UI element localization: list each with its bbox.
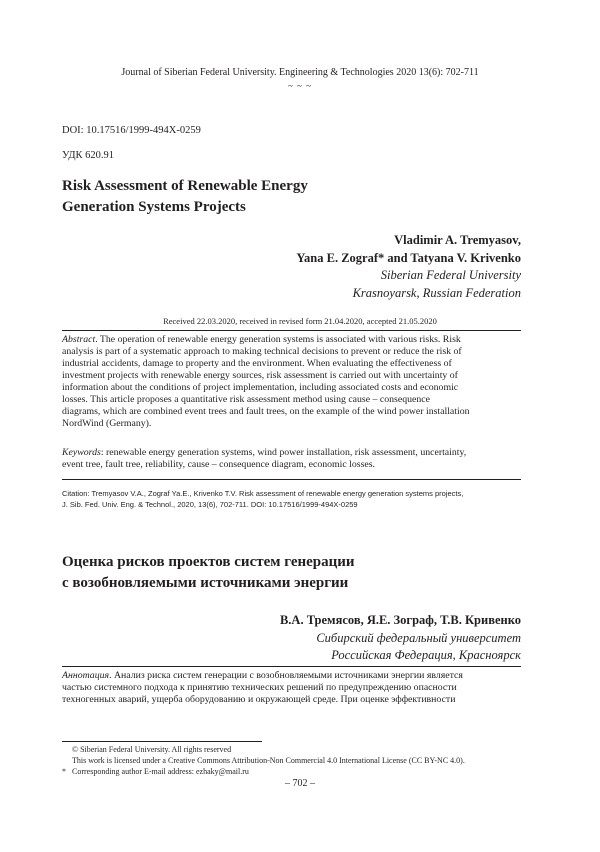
abstract-en-line: industrial accidents, damage to property and the environment. When evaluating the effectiveness of <box>62 358 452 369</box>
citation <box>62 488 521 510</box>
page-number: – 702 – <box>285 778 315 789</box>
abstract-en-line: analysis is part of a systematic approach to making technical decisions to prevent or reduce the risk of <box>62 346 462 357</box>
affiliation-en-2: Krasnoyarsk, Russian Federation <box>352 285 521 300</box>
abstract-en-label: Abstract <box>62 334 96 345</box>
authors-ru <box>280 612 521 665</box>
article-title-ru <box>62 552 532 594</box>
received-dates: Received 22.03.2020, received in revised form 21.04.2020, accepted 21.05.2020 <box>163 316 437 326</box>
keywords-en-line: : renewable energy generation systems, wind power installation, risk assessment, uncertainty, <box>100 447 467 458</box>
copyright-note: © Siberian Federal University. All rights reserved <box>72 745 232 754</box>
abstract-en-line: diagrams, which are combined event trees and fault trees, on the example of the wind power installation <box>62 406 470 417</box>
abstract-ru-line: . Анализ риска систем генерации с возобновляемыми источниками энергии является <box>109 670 463 681</box>
citation-line: J. Sib. Fed. Univ. Eng. & Technol., 2020, 13(6), 702-711. DOI: 10.17516/1999-494X-0259 <box>62 500 358 509</box>
asterisk-mark: * <box>62 767 66 776</box>
citation-line: Citation: Tremyasov V.A., Zograf Ya.E., Krivenko T.V. Risk assessment of renewable energy generation systems projects, <box>62 489 464 498</box>
keywords-en <box>62 447 521 471</box>
license-note: This work is licensed under a Creative Commons Attribution-Non Commercial 4.0 International License (CC BY-NC 4.0). <box>72 756 465 765</box>
divider-top <box>62 330 521 331</box>
article-title-en <box>62 176 532 218</box>
abstract-ru <box>62 670 521 706</box>
keywords-en-line: event tree, fault tree, reliability, cause – consequence diagram, economic losses. <box>62 459 376 470</box>
affiliation-ru-1: Сибирский федеральный университет <box>316 630 521 645</box>
divider-citation <box>62 479 521 480</box>
authors-en-line-2: Yana E. Zograf* and Tatyana V. Krivenko <box>296 250 521 265</box>
header-ornament: ~ ~ ~ <box>287 81 313 91</box>
abstract-ru-line: частью системного подхода к принятию технических решений по предупреждению опасности <box>62 682 457 693</box>
journal-header: Journal of Siberian Federal University. Engineering & Technologies 2020 13(6): 702-711 <box>121 67 479 78</box>
affiliation-en-1: Siberian Federal University <box>380 268 521 282</box>
abstract-en-line: losses. This article proposes a quantitative risk assessment method using cause – consequence <box>62 394 430 405</box>
affiliation-ru-2: Российская Федерация, Красноярск <box>331 648 521 662</box>
footnote-divider <box>62 741 262 742</box>
abstract-en-line: information about the conditions of project implementation, including associated costs and economic <box>62 382 459 393</box>
doi: DOI: 10.17516/1999-494X-0259 <box>62 125 201 136</box>
title-en-line-1: Risk Assessment of Renewable Energy <box>62 178 308 194</box>
divider-ru <box>62 666 521 667</box>
abstract-ru-label: Аннотация <box>62 670 110 681</box>
title-ru-line-2: с возобновляемыми источниками энергии <box>62 575 349 591</box>
udk-code: УДК 620.91 <box>62 150 115 161</box>
authors-en <box>296 232 521 302</box>
abstract-en <box>62 334 521 430</box>
authors-en-line-1: Vladimir A. Tremyasov, <box>394 233 521 247</box>
abstract-ru-line: техногенных аварий, ущерба оборудованию и окружающей среде. При оценке эффективности <box>62 694 456 705</box>
authors-ru-line-1: В.А. Тремясов, Я.Е. Зограф, Т.В. Кривенко <box>279 613 521 627</box>
title-en-line-2: Generation Systems Projects <box>62 199 246 215</box>
abstract-en-line: investment projects with renewable energy sources, risk assessment is carried out with uncertainty of <box>62 370 458 381</box>
title-ru-line-1: Оценка рисков проектов систем генерации <box>62 554 355 570</box>
abstract-en-line: NordWind (Germany). <box>62 418 152 429</box>
corresponding-author-note: Corresponding author E-mail address: ezhaky@mail.ru <box>72 767 249 776</box>
abstract-en-line: . The operation of renewable energy generation systems is associated with various risks. Risk <box>95 334 461 345</box>
keywords-en-label: Keywords <box>62 447 101 458</box>
